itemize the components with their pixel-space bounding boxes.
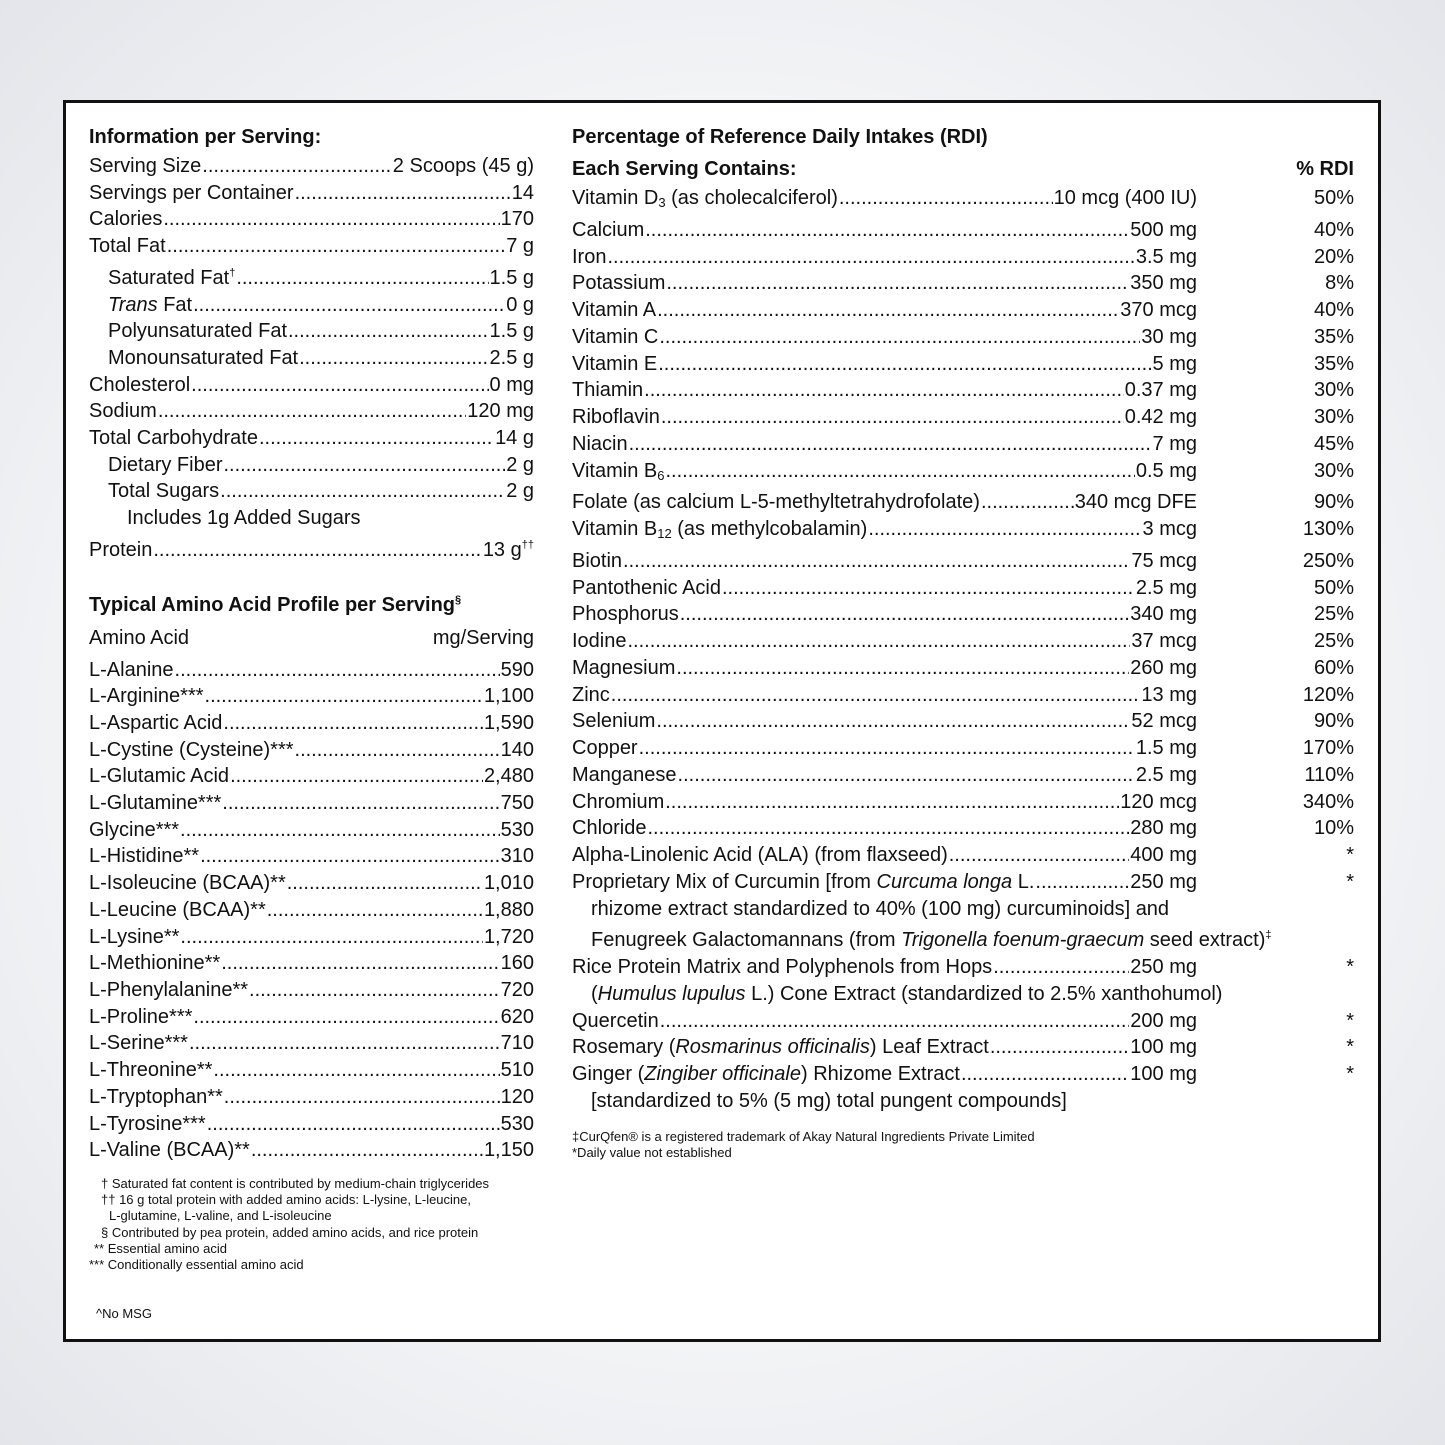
info-row — [89, 425, 534, 452]
amino-label: L-Proline*** — [89, 1005, 193, 1028]
amino-row — [89, 657, 534, 684]
rdi-percent: 10% — [1313, 817, 1354, 840]
right-column: Percentage of Reference Daily Intakes (RDI) Each Serving Contains: % RDI Vitamin $D_3$ (as cholecalciferol) ..... 10 mcg (400 IU) 50% Calcium ..... 500 mg 40% Iron ..... 3.5 mg 20% Potassium ..... 350 mg 8% Vitamin A ..... 370 mcg 40% Vitamin C ..... 30 mg 35% Vitamin E ..... 5 mg 35% Thiamin ..... 0.37 mg 30% Riboflavin ..... 0.42 mg 30% Niacin ..... 7 mg 45% Vitamin $B_6$ ..... 0.5 mg 30% Folate (as calcium L-5-methyltetrahydrofolate) ..... 340 mcg DFE 90% Vitamin $B_{12}$ (as methylcobalamin) ..... 3 mcg 130% Biotin ..... 75 mcg 250% Pantothenic Acid ..... 2.5 mg 50% Phosphorus ..... 340 mg 25% Iodine ..... 37 mcg 25% Magnesium ..... 260 mg 60% Zinc ..... 13 mg 120% Selenium ..... 52 mcg 90% Copper ..... 1.5 mg 170% Manganese ..... 2.5 mg 110% Chromium ..... 120 mcg 340% Chloride ..... 280 mg 10% Alpha-Linolenic Acid (ALA) (from flaxseed) ..... 400 mg * Proprietary Mix of Curcumin [from Curcuma longa L. ..... 250 mg * rhizome extract standardized to 40% (100 mg) curcuminoids] and Fenugreek Galactomannans (from Trigonella foenum-graecum seed extract)‡ Rice Protein Matrix and Polyphenols from Hops ..... 250 mg * (Humulus lupulus L.) Cone Extract (standardized to 2.5% xanthohumol) Quercetin ..... 200 mg * Rosemary (Rosmarinus officinalis) Leaf Extract ..... 100 mg * Ginger (Zingiber officinale) Rhizome Extract ..... 100 mg * [standardized to 5% (5 mg) total pungent compounds] ‡CurQfen® is a registered trademark of Akay Natural Ingredients Private Limited *Daily value not established — [572, 121, 1354, 1161]
rdi-label: Chromium — [572, 790, 665, 813]
amino-column-headers: Amino Acid mg/Serving — [89, 626, 534, 649]
rdi-row — [572, 815, 1354, 842]
amino-value: 160 — [500, 952, 534, 975]
row-label: Total Sugars — [108, 480, 220, 503]
rdi-amount: 2.5 mg — [1135, 763, 1197, 786]
amino-value: 530 — [500, 1112, 534, 1135]
info-row — [89, 233, 534, 260]
info-rows — [89, 153, 534, 505]
amino-value: 1,880 — [483, 898, 534, 921]
rdi-label: Selenium — [572, 710, 656, 733]
rdi-label: Zinc — [572, 683, 610, 706]
rdi-amount: 350 mg — [1130, 272, 1197, 295]
amino-value: 1,100 — [483, 685, 534, 708]
amino-label: L-Serine*** — [89, 1032, 188, 1055]
amino-row — [89, 870, 534, 897]
added-sugars: Includes 1g Added Sugars — [127, 507, 361, 530]
row-value: 0 g — [506, 293, 534, 316]
info-row — [89, 345, 534, 372]
info-row — [89, 478, 534, 505]
amino-label: L-Phenylalanine** — [89, 978, 249, 1001]
rdi-label: Vitamin $D_3$ (as cholecalciferol) — [572, 187, 838, 210]
row-label: Sodium — [89, 400, 157, 423]
rdi-percent: 50% — [1313, 187, 1354, 209]
info-row — [89, 260, 534, 292]
rdi-percent: 90% — [1313, 491, 1354, 514]
rdi-percent: 60% — [1313, 656, 1354, 679]
rdi-percent: 30% — [1313, 379, 1354, 402]
rdi-percent: 35% — [1313, 325, 1354, 348]
ginger-row: Ginger (Zingiber officinale) Rhizome Extract ..... 100 mg * — [572, 1061, 1354, 1088]
rdi-amount: 52 mcg — [1131, 710, 1197, 733]
rdi-amount: 13 mg — [1141, 683, 1197, 706]
amino-row — [89, 1084, 534, 1111]
left-footnotes: † Saturated fat content is contributed by medium-chain triglycerides †† 16 g total protein with added amino acids: L-lysine, L-leucine, L-glutamine, L-valine, and L-isoleucine § Contributed by pea protein, added amino acids, and rice protein ** Essential amino acid *** Conditionally essential amino acid — [89, 1175, 490, 1272]
row-value: 14 — [511, 181, 534, 204]
curcumin-row: Proprietary Mix of Curcumin [from Curcuma longa L. ..... 250 mg * — [572, 869, 1354, 896]
rdi-amount: 0.5 mg — [1135, 459, 1197, 482]
rdi-row — [572, 324, 1354, 351]
amino-label: Glycine*** — [89, 818, 180, 841]
amino-value: 1,590 — [483, 711, 534, 734]
amino-row — [89, 1004, 534, 1031]
rdi-amount: 370 mcg — [1120, 299, 1197, 321]
amino-row — [89, 737, 534, 764]
rdi-rows — [572, 185, 1354, 869]
amino-value: 590 — [500, 658, 534, 681]
row-label: Trans Fat — [108, 293, 193, 316]
rdi-amount: 75 mcg — [1131, 549, 1197, 572]
row-value: 0 mg — [489, 373, 534, 396]
rice-protein-row: Rice Protein Matrix and Polyphenols from Hops ..... 250 mg * — [572, 954, 1354, 981]
rdi-row — [572, 377, 1354, 404]
rdi-amount: 120 mcg — [1120, 790, 1197, 813]
amino-value: 710 — [500, 1032, 534, 1055]
info-row — [89, 153, 534, 180]
rdi-label: Vitamin $B_{12}$ (as methylcobalamin) — [572, 518, 868, 541]
row-value: 1.5 g — [489, 320, 534, 343]
row-value: 2 g — [506, 480, 534, 503]
row-label: Cholesterol — [89, 373, 191, 396]
rdi-label: Pantothenic Acid — [572, 576, 721, 599]
rdi-label: Vitamin A — [572, 299, 657, 321]
amino-row — [89, 1030, 534, 1057]
rdi-percent: 170% — [1302, 737, 1354, 759]
row-value: 120 mg — [467, 400, 534, 423]
amino-label: L-Tryptophan** — [89, 1085, 223, 1108]
row-label: Total Carbohydrate — [89, 427, 258, 450]
amino-label: L-Threonine** — [89, 1059, 213, 1082]
rdi-row — [572, 601, 1354, 628]
row-value: 2.5 g — [489, 346, 534, 369]
rdi-row — [572, 458, 1354, 490]
amino-label: L-Valine (BCAA)** — [89, 1139, 250, 1162]
rdi-label: Folate (as calcium L-5-methyltetrahydrofolate) — [572, 491, 980, 514]
rdi-row — [572, 516, 1354, 548]
rdi-amount: 280 mg — [1130, 817, 1197, 840]
rdi-percent: 40% — [1313, 218, 1354, 241]
rdi-label: Potassium — [572, 272, 666, 295]
rdi-label: Alpha-Linolenic Acid (ALA) (from flaxseed) — [572, 844, 948, 866]
amino-value: 750 — [500, 792, 534, 815]
amino-label: L-Glutamic Acid — [89, 765, 230, 788]
amino-label: L-Aspartic Acid — [89, 711, 223, 734]
rdi-label: Phosphorus — [572, 603, 679, 626]
amino-label: L-Cystine (Cysteine)*** — [89, 738, 294, 761]
amino-label: L-Lysine** — [89, 925, 180, 948]
amino-value: 120 — [500, 1085, 534, 1108]
protein-row — [89, 532, 534, 564]
rdi-percent: 30% — [1313, 459, 1354, 482]
amino-label: L-Methionine** — [89, 952, 221, 975]
info-row — [89, 180, 534, 207]
rdi-amount: 340 mg — [1130, 603, 1197, 626]
row-value: 13 g†† — [482, 538, 534, 561]
rdi-label: Vitamin E — [572, 352, 658, 375]
rdi-label: Riboflavin — [572, 406, 660, 428]
rdi-amount: 10 mcg (400 IU) — [1053, 187, 1197, 209]
amino-row — [89, 1111, 534, 1138]
right-footnotes: ‡CurQfen® is a registered trademark of Akay Natural Ingredients Private Limited *Daily value not established — [572, 1128, 1035, 1160]
amino-label: L-Leucine (BCAA)** — [89, 898, 266, 921]
rdi-percent: * — [1346, 844, 1354, 866]
rdi-row — [572, 548, 1354, 575]
rdi-percent: 20% — [1313, 245, 1354, 268]
rdi-row — [572, 762, 1354, 789]
row-label: Polyunsaturated Fat — [108, 320, 287, 343]
amino-value: 140 — [500, 738, 534, 761]
info-row — [89, 292, 534, 319]
rdi-percent: 8% — [1325, 272, 1354, 295]
row-label: Total Fat — [89, 235, 166, 258]
info-row — [89, 398, 534, 425]
amino-value: 1,720 — [483, 925, 534, 948]
rdi-percent: 90% — [1313, 710, 1354, 733]
rdi-amount: 3.5 mg — [1135, 245, 1197, 268]
amino-value: 510 — [500, 1059, 534, 1082]
row-label: Servings per Container — [89, 181, 294, 204]
row-value: 170 — [500, 208, 534, 231]
rdi-row — [572, 789, 1354, 816]
rdi-row — [572, 682, 1354, 709]
row-value: 2 g — [506, 453, 534, 476]
info-row — [89, 206, 534, 233]
amino-label: L-Isoleucine (BCAA)** — [89, 872, 286, 895]
rdi-percent: 50% — [1313, 576, 1354, 599]
rdi-percent: 30% — [1313, 406, 1354, 428]
rdi-percent: 110% — [1304, 763, 1354, 786]
rdi-amount: 340 mcg DFE — [1074, 491, 1197, 514]
rdi-percent: 340% — [1302, 790, 1354, 813]
amino-row — [89, 1057, 534, 1084]
rdi-label: Magnesium — [572, 656, 676, 679]
rdi-label: Copper — [572, 737, 638, 759]
rdi-label: Iodine — [572, 630, 627, 652]
rdi-amount: 500 mg — [1130, 218, 1197, 241]
amino-value: 720 — [500, 978, 534, 1001]
amino-row — [89, 763, 534, 790]
amino-row — [89, 817, 534, 844]
rdi-row — [572, 297, 1354, 324]
rdi-row — [572, 628, 1354, 655]
rdi-amount: 30 mg — [1141, 325, 1197, 348]
row-label: Protein — [89, 538, 153, 561]
amino-row — [89, 843, 534, 870]
left-column — [89, 121, 534, 1273]
rdi-percent: 35% — [1313, 352, 1354, 375]
supplement-facts-panel — [63, 100, 1381, 1342]
row-label: Monounsaturated Fat — [108, 346, 299, 369]
amino-value: 2,480 — [483, 765, 534, 788]
rdi-percent: 40% — [1313, 299, 1354, 321]
amino-row — [89, 897, 534, 924]
row-label: Saturated Fat† — [108, 266, 236, 289]
quercetin-row: Quercetin ..... 200 mg * — [572, 1008, 1354, 1035]
rdi-percent: 120% — [1302, 683, 1354, 706]
rdi-percent: 25% — [1313, 603, 1354, 626]
rdi-row — [572, 217, 1354, 244]
amino-row — [89, 1137, 534, 1164]
rdi-row — [572, 244, 1354, 271]
rdi-label: Niacin — [572, 432, 628, 455]
rdi-amount: 260 mg — [1130, 656, 1197, 679]
row-label: Serving Size — [89, 155, 202, 177]
rdi-amount: 0.37 mg — [1124, 379, 1197, 402]
no-msg-note: ^No MSG — [96, 1306, 152, 1321]
amino-label: L-Alanine — [89, 658, 174, 681]
amino-label: L-Tyrosine*** — [89, 1112, 206, 1135]
info-title: Information per Serving: — [89, 126, 322, 148]
amino-value: 1,010 — [483, 872, 534, 895]
rdi-percent: 130% — [1302, 518, 1354, 540]
rdi-row — [572, 575, 1354, 602]
amino-label: L-Arginine*** — [89, 685, 204, 708]
rdi-amount: 2.5 mg — [1135, 576, 1197, 599]
amino-row — [89, 683, 534, 710]
row-value: 1.5 g — [489, 266, 534, 289]
rdi-percent: 250% — [1302, 549, 1354, 572]
rdi-label: Manganese — [572, 763, 677, 786]
info-row — [89, 452, 534, 479]
rdi-amount: 37 mcg — [1131, 630, 1197, 652]
rdi-label: Thiamin — [572, 379, 644, 402]
amino-label: L-Histidine** — [89, 845, 200, 868]
amino-value: 530 — [500, 818, 534, 841]
rdi-row — [572, 270, 1354, 297]
rdi-title: Percentage of Reference Daily Intakes (RDI) — [572, 126, 988, 148]
rdi-row — [572, 185, 1354, 217]
rdi-row — [572, 842, 1354, 869]
rdi-row — [572, 655, 1354, 682]
rdi-percent: 25% — [1313, 630, 1354, 652]
rdi-row — [572, 404, 1354, 431]
amino-value: 620 — [500, 1005, 534, 1028]
info-row — [89, 372, 534, 399]
rdi-amount: 5 mg — [1152, 352, 1197, 375]
row-value: 14 g — [495, 427, 534, 450]
amino-value: 310 — [500, 845, 534, 868]
row-value: 7 g — [506, 235, 534, 258]
row-label: Calories — [89, 208, 163, 231]
rdi-label: Iron — [572, 245, 607, 268]
rdi-label: Vitamin C — [572, 325, 659, 348]
rdi-amount: 3 mcg — [1142, 518, 1197, 540]
amino-value: 1,150 — [483, 1139, 534, 1162]
amino-row — [89, 977, 534, 1004]
rdi-percent: 45% — [1313, 432, 1354, 455]
rdi-amount: 0.42 mg — [1124, 406, 1197, 428]
rdi-row — [572, 735, 1354, 762]
rdi-label: Vitamin $B_6$ — [572, 459, 665, 483]
rdi-amount: 400 mg — [1130, 844, 1197, 866]
info-row — [89, 318, 534, 345]
amino-title: Typical Amino Acid Profile per Serving§ — [89, 593, 462, 616]
amino-label: L-Glutamine*** — [89, 792, 222, 815]
rdi-subheader: Each Serving Contains: % RDI — [572, 158, 1354, 180]
amino-rows — [89, 657, 534, 1164]
amino-row — [89, 924, 534, 951]
rdi-label: Chloride — [572, 817, 647, 840]
amino-row — [89, 790, 534, 817]
rdi-row — [572, 489, 1354, 516]
rdi-row — [572, 708, 1354, 735]
rdi-amount: 1.5 mg — [1135, 737, 1197, 759]
amino-row — [89, 710, 534, 737]
rdi-amount: 7 mg — [1152, 432, 1197, 455]
rdi-row — [572, 431, 1354, 458]
rdi-label: Biotin — [572, 549, 623, 572]
row-label: Dietary Fiber — [108, 453, 223, 476]
rdi-label: Calcium — [572, 218, 645, 241]
rosemary-row: Rosemary (Rosmarinus officinalis) Leaf Extract ..... 100 mg * — [572, 1034, 1354, 1061]
row-value: 2 Scoops (45 g) — [392, 155, 534, 177]
amino-row — [89, 950, 534, 977]
rdi-row — [572, 351, 1354, 378]
